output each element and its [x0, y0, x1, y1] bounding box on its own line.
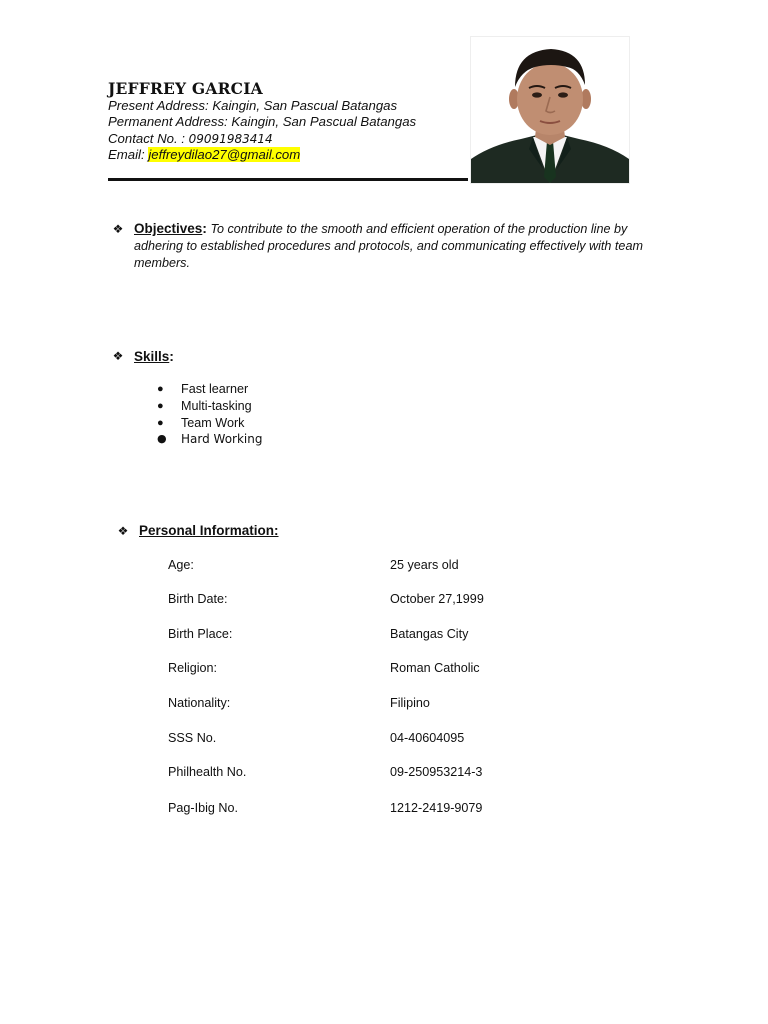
permanent-address-value: Kaingin, San Pascual Batangas: [231, 114, 417, 130]
personal-info-label-birth-place: Birth Place:: [168, 627, 233, 641]
personal-info-value-birth-date: October 27,1999: [390, 592, 484, 606]
permanent-address-label: Permanent Address:: [108, 114, 232, 130]
contact-label: Contact No. :: [108, 130, 189, 146]
permanent-address-line: [108, 114, 416, 130]
list-item: [155, 398, 262, 415]
dot-bullet-icon: ●: [157, 399, 164, 412]
email-label: Email:: [108, 147, 149, 163]
personal-info-label-pag-ibig: Pag-Ibig No.: [168, 801, 239, 815]
personal-info-value-age: 25 years old: [390, 558, 459, 572]
personal-info-label-philhealth: Philhealth No.: [168, 765, 247, 779]
personal-info-label-birth-date: Birth Date:: [168, 592, 228, 606]
dot-bullet-icon: ●: [157, 383, 164, 395]
diamond-bullet-icon: ❖: [117, 524, 129, 538]
personal-info-value-nationality: Filipino: [390, 696, 430, 710]
personal-info-value-sss: 04-40604095: [390, 731, 465, 745]
contact-block: [108, 98, 416, 164]
skill-label: Fast learner: [181, 382, 249, 396]
personal-info-label-age: Age:: [168, 558, 194, 572]
diamond-bullet-icon: ❖: [112, 349, 124, 363]
skills-list: [155, 381, 262, 448]
objectives-text: To contribute to the smooth and efficient operation of the production line by adhering to established procedures and protocols, and communicating effectively with team members.: [134, 222, 643, 270]
skill-label: Hard Working: [181, 432, 263, 447]
personal-info-label-religion: Religion:: [168, 661, 218, 675]
person-portrait-icon: [471, 37, 629, 183]
personal-info-value-religion: Roman Catholic: [390, 661, 480, 675]
personal-info-value-philhealth: 09-250953214-3: [390, 765, 483, 779]
skills-title: Skills: [134, 349, 170, 364]
email-line: [108, 147, 416, 163]
present-address-value: Kaingin, San Pascual Batangas: [212, 98, 398, 113]
dot-bullet-icon: ●: [157, 432, 167, 446]
personal-info-value-pag-ibig: 1212-2419-9079: [390, 801, 483, 815]
objectives-title: Objectives: [134, 221, 203, 236]
present-address-label: Present Address:: [108, 98, 213, 113]
dot-bullet-icon: ●: [157, 416, 164, 429]
personal-info-title: Personal Information:: [139, 523, 279, 538]
objectives-colon: :: [202, 220, 207, 236]
present-address-line: [108, 98, 416, 114]
personal-info-value-birth-place: Batangas City: [390, 627, 469, 641]
diamond-bullet-icon: ❖: [112, 222, 124, 236]
skill-label: Multi-tasking: [181, 398, 252, 413]
objectives-section: [134, 220, 654, 271]
contact-number: 09091983414: [188, 131, 273, 146]
list-item: [155, 381, 262, 398]
skill-label: Team Work: [181, 415, 245, 430]
list-item: [155, 431, 262, 448]
list-item: [155, 415, 262, 432]
contact-line: [108, 131, 416, 147]
header-divider: [108, 178, 468, 181]
skills-colon: :: [169, 348, 174, 364]
email-address[interactable]: jeffreydilao27@gmail.com: [148, 147, 301, 163]
profile-photo: [470, 36, 630, 184]
personal-info-label-nationality: Nationality:: [168, 696, 231, 710]
applicant-name: JEFFREY GARCIA: [108, 79, 263, 98]
personal-info-label-sss: SSS No.: [168, 731, 217, 745]
skills-heading: [134, 348, 174, 366]
